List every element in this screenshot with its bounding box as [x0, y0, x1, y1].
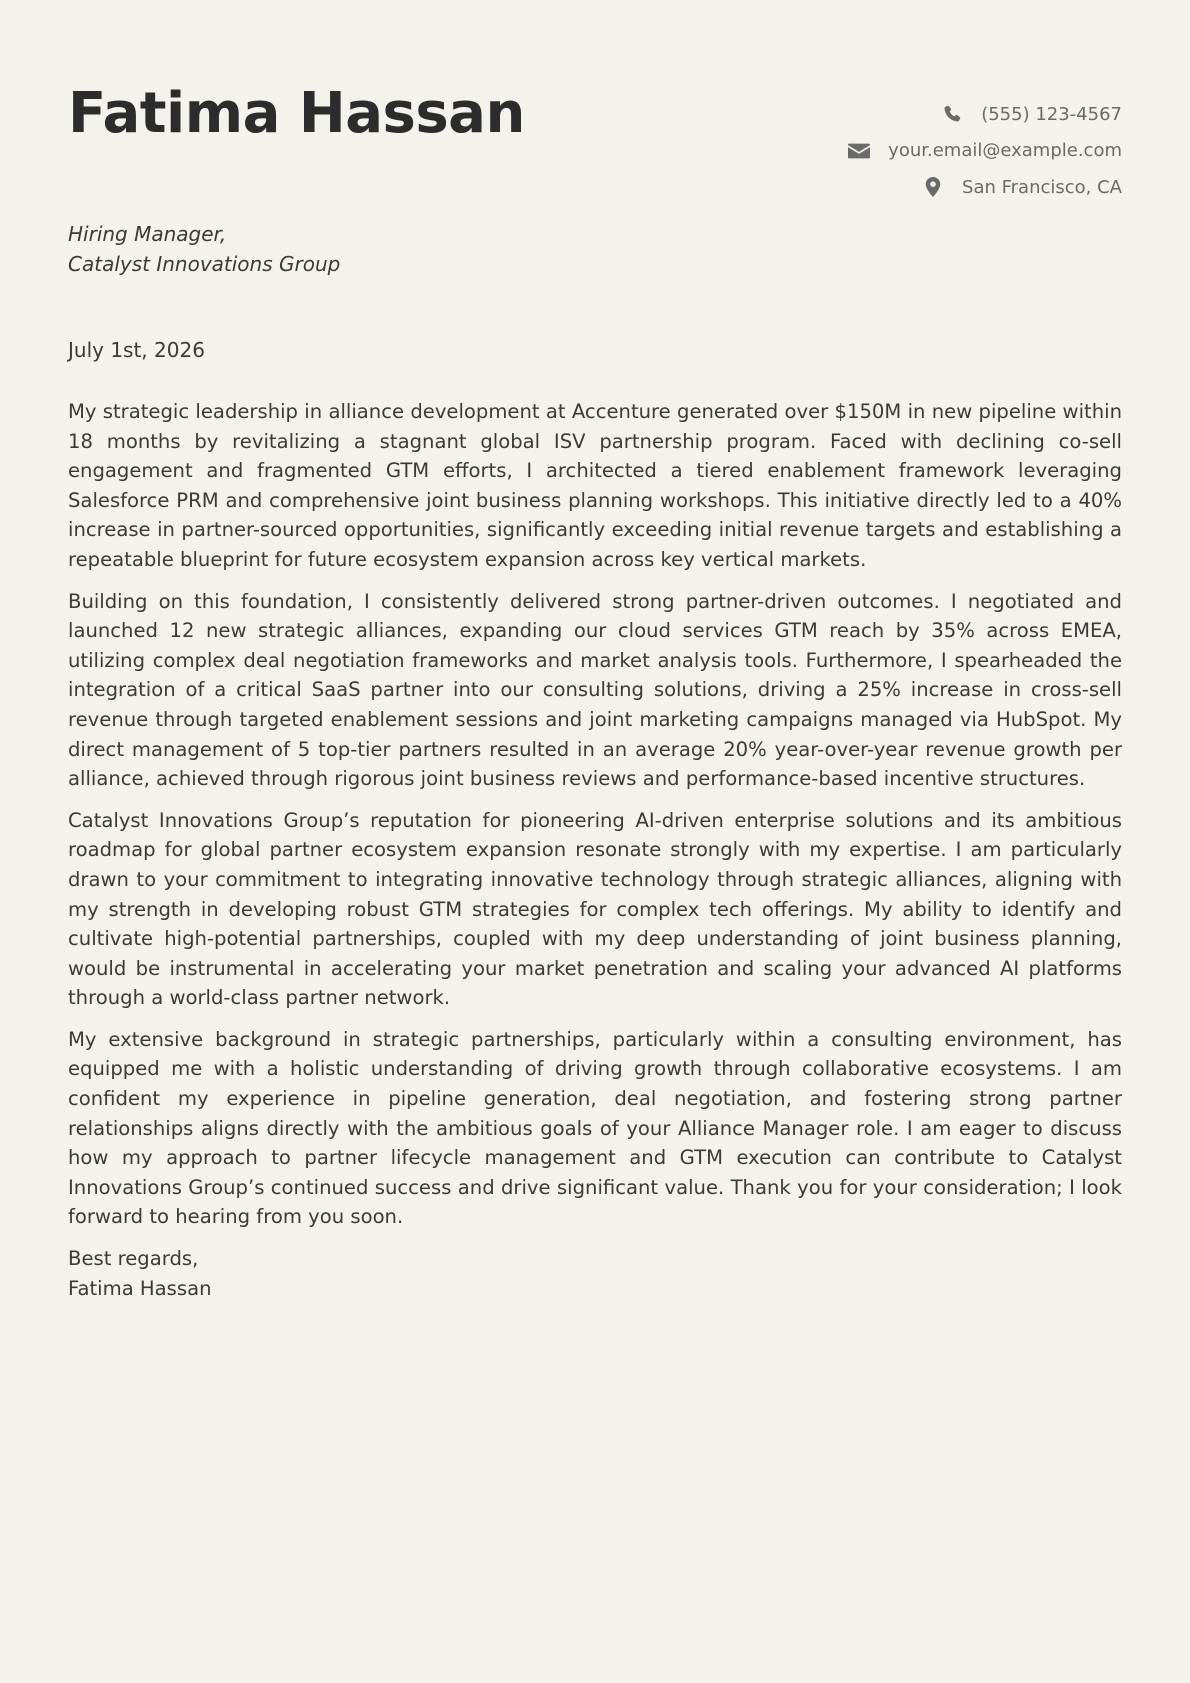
recipient-title: Hiring Manager,: [68, 222, 227, 246]
contact-block: [848, 96, 1122, 206]
closing-signature: Fatima Hassan: [68, 1276, 212, 1300]
closing-salutation: Best regards,: [68, 1247, 199, 1271]
contact-location: [848, 169, 1122, 206]
map-pin-icon: [922, 176, 944, 198]
closing-block: [68, 1244, 1122, 1303]
letter-body: [68, 397, 1122, 1303]
recipient-block: [68, 220, 340, 279]
letter-header: [68, 0, 1122, 200]
body-paragraph: My extensive background in strategic partnerships, particularly within a consulting environment, has equipped me with a holistic understanding of driving growth through collaborative ecosystems. I am confident my experience in pipeline generation, deal negotiation, and fostering strong partner relationships aligns directly with the ambitious goals of your Alliance Manager role. I am eager to discuss how my approach to partner lifecycle management and GTM execution can contribute to Catalyst Innovations Group’s continued success and drive significant value. Thank you for your consideration; I look forward to hearing from you soon.: [68, 1027, 1122, 1229]
contact-phone: [848, 96, 1122, 133]
phone-text: (555) 123-4567: [981, 103, 1122, 125]
body-paragraph: My strategic leadership in alliance development at Accenture generated over $150M in new pipeline within 18 months by revitalizing a stagnant global ISV partnership program. Faced with declining co-sell engagement and fragmented GTM efforts, I architected a tiered enablement framework leveraging Salesforce PRM and comprehensive joint business planning workshops. This initiative directly led to a 40% increase in partner-sourced opportunities, significantly exceeding initial revenue targets and establishing a repeatable blueprint for future ecosystem expansion across key vertical markets.: [68, 400, 1122, 571]
body-paragraph: Catalyst Innovations Group’s reputation for pioneering AI-driven enterprise solutions and its ambitious roadmap for global partner ecosystem expansion resonate strongly with my expertise. I am particularly drawn to your commitment to integrating innovative technology through strategic alliances, aligning with my strength in developing robust GTM strategies for complex tech offerings. My ability to identify and cultivate high-potential partnerships, coupled with my deep understanding of joint business planning, would be instrumental in accelerating your market penetration and scaling your advanced AI platforms through a world-class partner network.: [68, 808, 1122, 1010]
email-text: your.email@example.com: [888, 140, 1122, 162]
applicant-name: Fatima Hassan: [68, 81, 525, 146]
letter-date: July 1st, 2026: [68, 338, 205, 362]
location-text: San Francisco, CA: [962, 176, 1122, 198]
body-paragraph: Building on this foundation, I consistently delivered strong partner-driven outcomes. I negotiated and launched 12 new strategic alliances, expanding our cloud services GTM reach by 35% across EMEA, utilizing complex deal negotiation frameworks and market analysis tools. Furthermore, I spearheaded the integration of a critical SaaS partner into our consulting solutions, driving a 25% increase in cross-sell revenue through targeted enablement sessions and joint marketing campaigns managed via HubSpot. My direct management of 5 top-tier partners resulted in an average 20% year-over-year revenue growth per alliance, achieved through rigorous joint business reviews and performance-based incentive structures.: [68, 589, 1122, 791]
recipient-company: Catalyst Innovations Group: [68, 251, 341, 276]
envelope-icon: [848, 140, 870, 162]
contact-email: [848, 133, 1122, 170]
phone-icon: [941, 103, 963, 125]
